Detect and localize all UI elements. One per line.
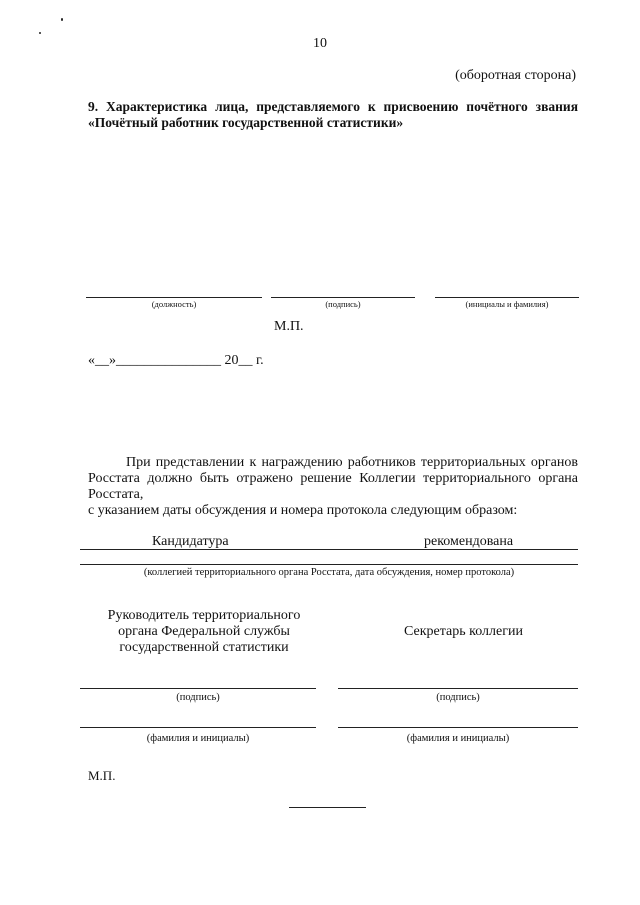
name-line — [435, 297, 579, 298]
seal-label: М.П. — [274, 319, 304, 334]
scan-speck — [39, 32, 41, 34]
decision-caption: (коллегией территориального органа Росстата, дата обсуждения, номер протокола) — [143, 567, 515, 578]
secretary-name-caption: (фамилия и инициалы) — [406, 733, 510, 744]
instruction-paragraph — [88, 455, 578, 519]
leader-signature-line — [80, 688, 316, 689]
position-caption: (должность) — [151, 299, 197, 309]
closing-dash — [289, 807, 366, 808]
secretary-signature-caption: (подпись) — [436, 692, 480, 703]
instruction-text: При представлении к награждению работников территориальных органов Росстата должно быть отражено решение Коллегии территориального органа Росстата, — [88, 455, 578, 502]
secretary-signature-line — [338, 688, 578, 689]
scan-speck — [61, 18, 63, 21]
instruction-text-last: с указанием даты обсуждения и номера протокола следующим образом: — [88, 503, 518, 518]
leader-name-caption: (фамилия и инициалы) — [146, 733, 250, 744]
bottom-seal-label: М.П. — [88, 768, 116, 783]
page-number: 10 — [313, 36, 327, 51]
leader-name-line — [80, 727, 316, 728]
leader-title: Руководитель территориального органа Федеральной службы государственной статистики — [107, 608, 301, 655]
section-heading: 9. Характеристика лица, представляемого к присвоению почётного звания «Почётный работник государственной статистики» — [88, 99, 578, 130]
reverse-side-note: (оборотная сторона) — [455, 68, 576, 83]
signature-caption: (подпись) — [325, 299, 361, 309]
decision-line-2 — [80, 564, 578, 565]
recommended-label: рекомендована — [424, 534, 514, 549]
date-line: «__»_______________ 20__ г. — [88, 353, 264, 368]
candidate-label: Кандидатура — [152, 534, 229, 549]
decision-line-1 — [80, 549, 578, 550]
signature-line — [271, 297, 415, 298]
secretary-name-line — [338, 727, 578, 728]
secretary-title: Секретарь коллегии — [404, 624, 523, 639]
leader-signature-caption: (подпись) — [176, 692, 220, 703]
position-line — [86, 297, 262, 298]
name-caption: (инициалы и фамилия) — [465, 299, 549, 309]
